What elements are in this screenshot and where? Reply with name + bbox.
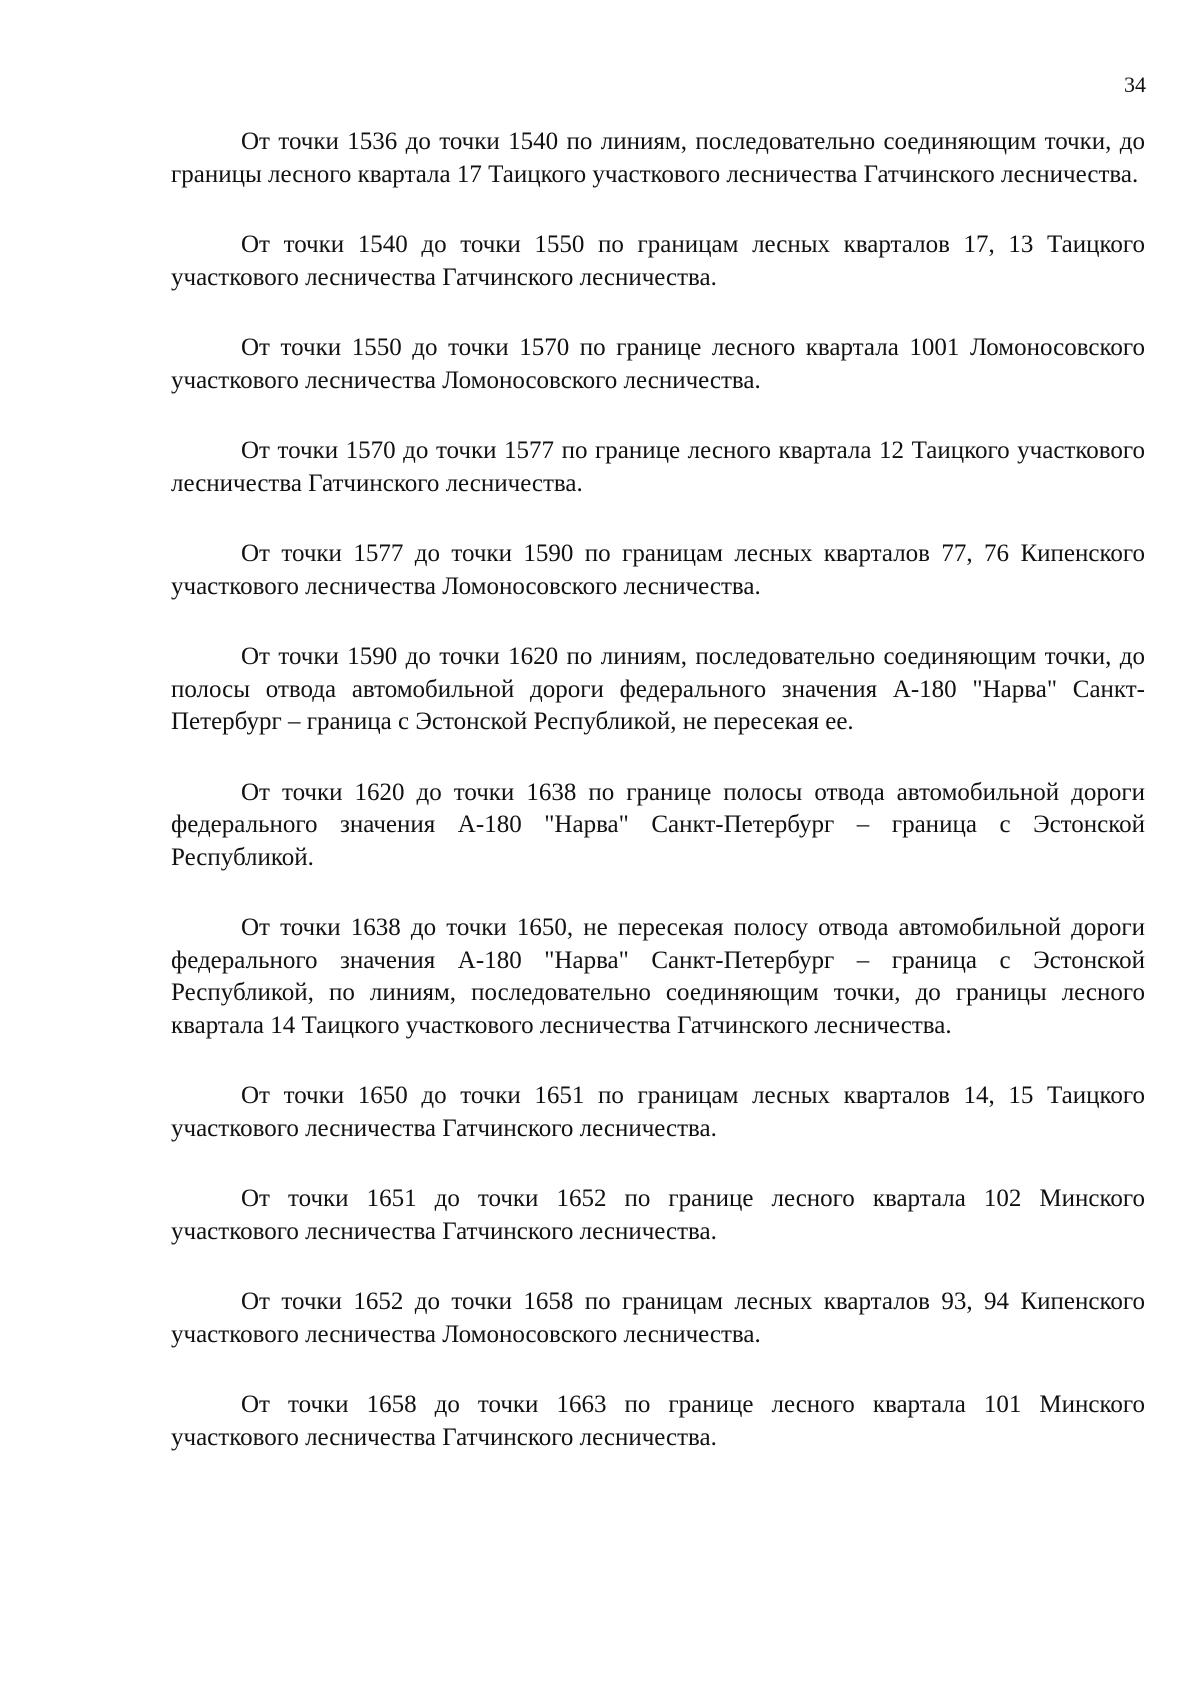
paragraph: От точки 1658 до точки 1663 по границе лесного квартала 101 Минского участкового лесничества Гатчинского лесничества. (171, 1391, 1145, 1451)
page-number: 34 (1124, 72, 1146, 97)
document-body (171, 126, 1145, 1492)
paragraph: От точки 1650 до точки 1651 по границам лесных кварталов 14, 15 Таицкого участкового лесничества Гатчинского лесничества. (171, 1082, 1145, 1142)
paragraph: От точки 1536 до точки 1540 по линиям, последовательно соединяющим точки, до границы лесного квартала 17 Таицкого участкового лесничества Гатчинского лесничества. (171, 128, 1145, 188)
paragraph: От точки 1570 до точки 1577 по границе лесного квартала 12 Таицкого участкового лесничества Гатчинского лесничества. (171, 437, 1145, 497)
paragraph: От точки 1550 до точки 1570 по границе лесного квартала 1001 Ломоносовского участкового лесничества Ломоносовского лесничества. (171, 334, 1145, 394)
paragraph: От точки 1540 до точки 1550 по границам лесных кварталов 17, 13 Таицкого участкового лесничества Гатчинского лесничества. (171, 231, 1145, 291)
paragraph: От точки 1577 до точки 1590 по границам лесных кварталов 77, 76 Кипенского участкового лесничества Ломоносовского лесничества. (171, 540, 1145, 600)
paragraph: От точки 1590 до точки 1620 по линиям, последовательно соединяющим точки, до полосы отвода автомобильной дороги федерального значения А-180 "Нарва" Санкт-Петербург – граница с Эстонской Республикой, не пересекая ее. (171, 643, 1145, 735)
paragraph: От точки 1638 до точки 1650, не пересекая полосу отвода автомобильной дороги федерального значения А-180 "Нарва" Санкт-Петербург – граница с Эстонской Республикой, по линиям, последовательно соединяющим точки, до границы лесного квартала 14 Таицкого участкового лесничества Гатчинского лесничества. (171, 914, 1145, 1039)
paragraph: От точки 1651 до точки 1652 по границе лесного квартала 102 Минского участкового лесничества Гатчинского лесничества. (171, 1185, 1145, 1245)
paragraph: От точки 1652 до точки 1658 по границам лесных кварталов 93, 94 Кипенского участкового лесничества Ломоносовского лесничества. (171, 1288, 1145, 1348)
paragraph: От точки 1620 до точки 1638 по границе полосы отвода автомобильной дороги федерального значения А-180 "Нарва" Санкт-Петербург – граница с Эстонской Республикой. (171, 778, 1145, 871)
